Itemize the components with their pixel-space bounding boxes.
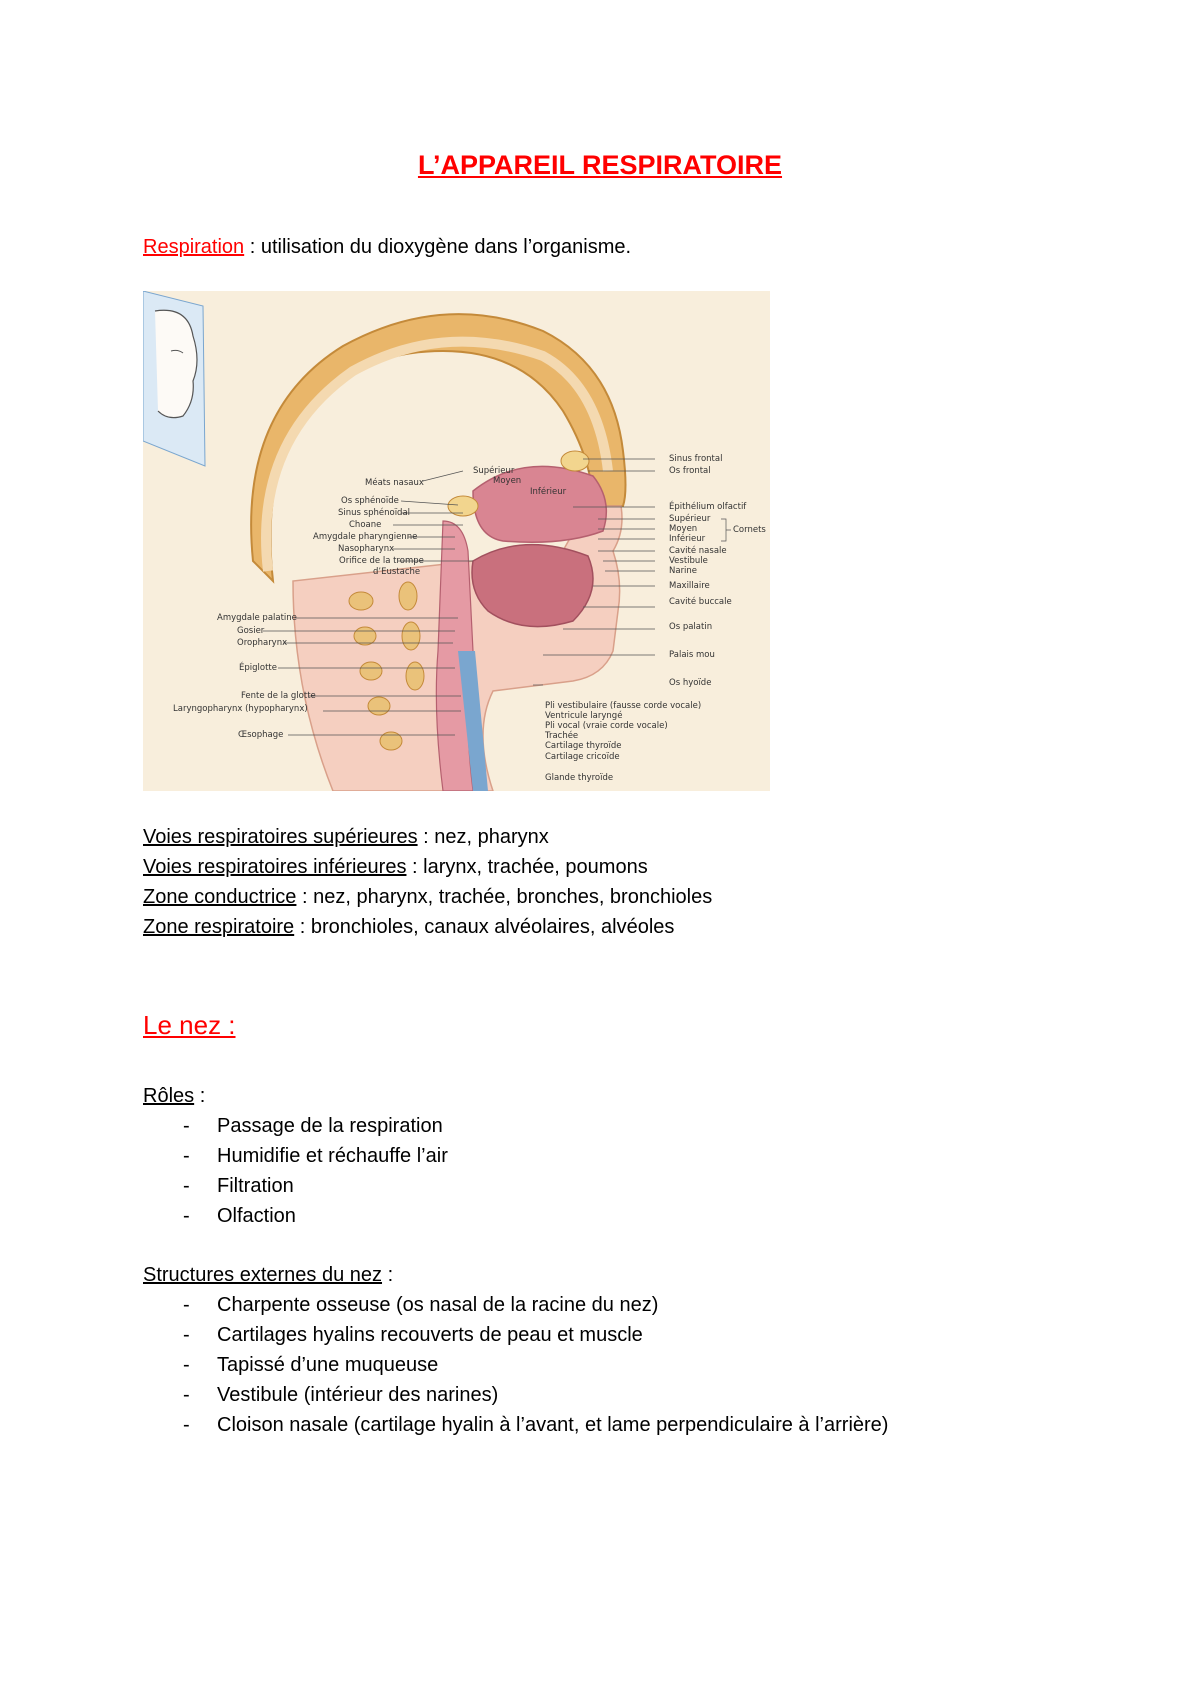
- label-eustache: d’Eustache: [373, 567, 421, 577]
- list-item: [183, 1205, 296, 1228]
- label-meat-inferieur: Inférieur: [530, 487, 567, 497]
- label-trachee: Trachée: [545, 731, 579, 741]
- list-dash: -: [183, 1354, 190, 1376]
- label-pli-vestibulaire: Pli vestibulaire (fausse corde vocale): [545, 701, 702, 711]
- zone-line: [143, 856, 648, 879]
- list-item: [183, 1414, 889, 1437]
- list-item-text: Filtration: [217, 1175, 294, 1197]
- list-item-text: Passage de la respiration: [217, 1115, 443, 1137]
- list-dash: -: [183, 1205, 190, 1227]
- label-cartilage-cricoide: Cartilage cricoïde: [545, 752, 620, 762]
- label-os-palatin: Os palatin: [669, 622, 713, 632]
- label-oropharynx: Oropharynx: [237, 638, 288, 648]
- list-item: [183, 1384, 499, 1407]
- definition-sep: :: [244, 236, 261, 258]
- list-dash: -: [183, 1324, 190, 1346]
- label-meat-moyen: Moyen: [493, 476, 522, 486]
- page-title: L’APPAREIL RESPIRATOIRE: [417, 150, 783, 180]
- zone-text: : bronchioles, canaux alvéolaires, alvéoles: [294, 916, 675, 938]
- label-epithelium-olfactif: Épithélium olfactif: [669, 502, 747, 512]
- label-choane: Choane: [349, 520, 382, 530]
- label-laryngopharynx: Laryngopharynx (hypopharynx): [173, 704, 308, 714]
- structures-label: Structures externes du nez: [143, 1264, 383, 1286]
- label-amygdale-pharyngienne: Amygdale pharyngienne: [313, 532, 418, 542]
- zone-line: [143, 916, 674, 939]
- definition-term: Respiration: [143, 236, 245, 258]
- label-nasopharynx: Nasopharynx: [338, 544, 395, 554]
- zone-term: Voies respiratoires supérieures: [143, 826, 418, 848]
- definition-text: utilisation du dioxygène dans l’organisme.: [260, 236, 632, 258]
- zone-term: Zone conductrice: [143, 886, 297, 908]
- structures-label-line: [143, 1264, 393, 1287]
- roles-label-line: [143, 1085, 205, 1108]
- list-item-text: Tapissé d’une muqueuse: [217, 1354, 439, 1376]
- label-sinus-frontal: Sinus frontal: [669, 454, 723, 464]
- roles-label: Rôles: [143, 1085, 195, 1107]
- zone-line: [143, 886, 712, 909]
- zone-text: : nez, pharynx, trachée, bronches, bronchioles: [296, 886, 713, 908]
- list-item-text: Vestibule (intérieur des narines): [217, 1384, 499, 1406]
- label-epiglotte: Épiglotte: [239, 663, 277, 673]
- head-section-illustration: [143, 291, 770, 791]
- list-dash: -: [183, 1115, 190, 1137]
- label-cartilage-thyroide: Cartilage thyroïde: [545, 741, 622, 751]
- list-item-text: Charpente osseuse (os nasal de la racine du nez): [217, 1294, 659, 1316]
- structures-sep: :: [382, 1264, 394, 1286]
- list-item: [183, 1115, 443, 1138]
- label-cornet-superieur: Supérieur: [669, 514, 711, 524]
- list-dash: -: [183, 1414, 190, 1436]
- label-cornets: Cornets: [733, 525, 766, 535]
- list-item: [183, 1294, 659, 1317]
- list-item-text: Olfaction: [217, 1205, 296, 1227]
- zone-text: : larynx, trachée, poumons: [406, 856, 648, 878]
- list-dash: -: [183, 1175, 190, 1197]
- label-os-sphenoide: Os sphénoïde: [341, 496, 399, 506]
- label-glande-thyroide: Glande thyroïde: [545, 773, 614, 783]
- list-item: [183, 1145, 448, 1168]
- label-gosier: Gosier: [237, 626, 265, 636]
- roles-sep: :: [194, 1085, 206, 1107]
- list-dash: -: [183, 1384, 190, 1406]
- list-dash: -: [183, 1294, 190, 1316]
- label-vestibule: Vestibule: [669, 556, 708, 566]
- label-meat-superieur: Supérieur: [473, 466, 515, 476]
- section-heading-nez: Le nez :: [143, 1010, 236, 1040]
- list-item-text: Humidifie et réchauffe l’air: [217, 1145, 448, 1167]
- label-os-hyoide: Os hyoïde: [669, 678, 712, 688]
- label-os-frontal: Os frontal: [669, 466, 711, 476]
- label-meats-nasaux: Méats nasaux: [365, 478, 424, 488]
- anatomy-figure: [143, 291, 770, 791]
- definition-line: [143, 236, 631, 259]
- label-cavite-buccale: Cavité buccale: [669, 597, 732, 607]
- list-item: [183, 1324, 643, 1347]
- label-maxillaire: Maxillaire: [669, 581, 710, 591]
- list-item-text: Cloison nasale (cartilage hyalin à l’avant, et lame perpendiculaire à l’arrière): [217, 1414, 889, 1436]
- list-item-text: Cartilages hyalins recouverts de peau et muscle: [217, 1324, 643, 1346]
- zone-text: : nez, pharynx: [417, 826, 549, 848]
- label-orifice-trompe: Orifice de la trompe: [339, 556, 424, 566]
- label-palais-mou: Palais mou: [669, 650, 715, 660]
- zone-term: Voies respiratoires inférieures: [143, 856, 407, 878]
- label-oesophage: Œsophage: [238, 730, 284, 740]
- label-amygdale-palatine: Amygdale palatine: [217, 613, 297, 623]
- label-cornet-moyen: Moyen: [669, 524, 698, 534]
- label-cavite-nasale: Cavité nasale: [669, 546, 727, 556]
- list-item: [183, 1175, 294, 1198]
- list-dash: -: [183, 1145, 190, 1167]
- label-ventricule-larynge: Ventricule laryngé: [545, 711, 623, 721]
- zone-line: [143, 826, 549, 849]
- zone-term: Zone respiratoire: [143, 916, 295, 938]
- face-inset-icon: [143, 291, 205, 466]
- label-cornet-inferieur: Inférieur: [669, 534, 706, 544]
- label-sinus-sphenoidal: Sinus sphénoïdal: [338, 508, 411, 518]
- label-fente-glotte: Fente de la glotte: [241, 691, 316, 701]
- list-item: [183, 1354, 439, 1377]
- label-narine: Narine: [669, 566, 698, 576]
- label-pli-vocal: Pli vocal (vraie corde vocale): [545, 721, 668, 731]
